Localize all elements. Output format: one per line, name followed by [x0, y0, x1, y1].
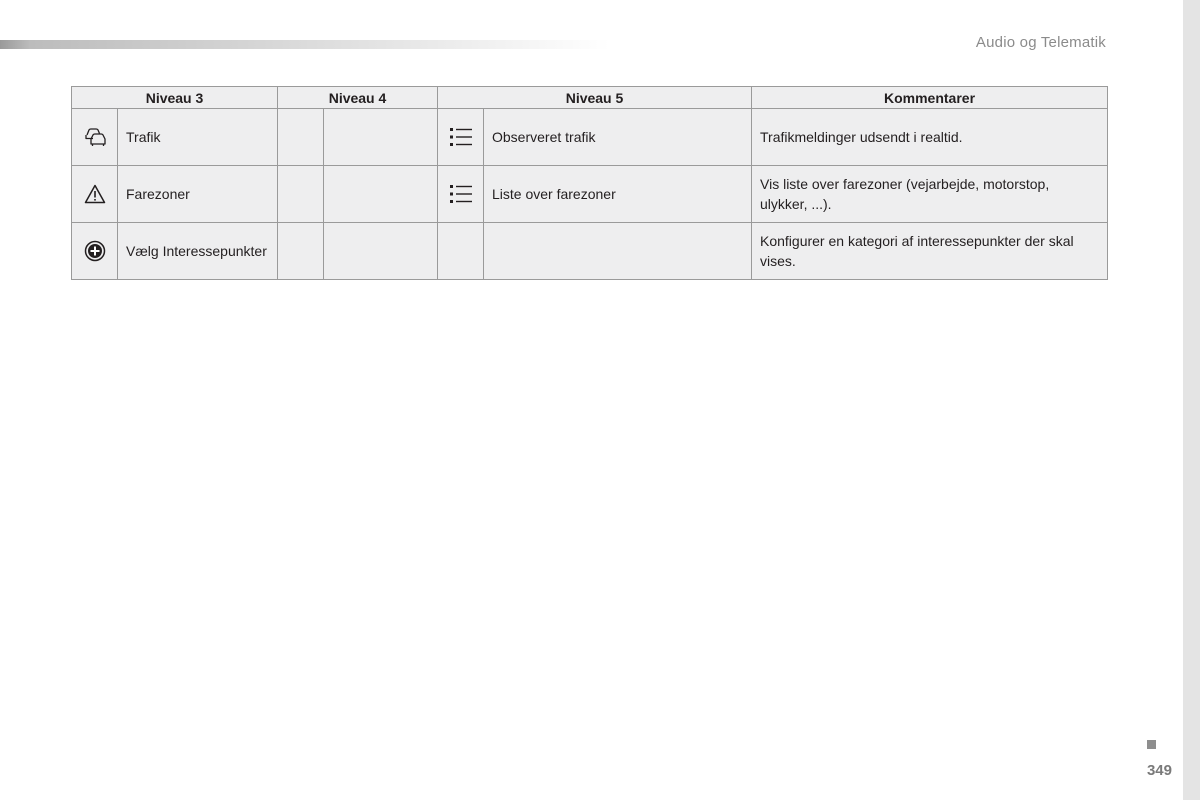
page-number: 349 [1146, 762, 1172, 779]
header-niveau-3: Niveau 3 [72, 87, 278, 109]
table-row [72, 166, 1108, 223]
page-edge-strip [1183, 0, 1200, 800]
level3-icon-cell [72, 223, 118, 280]
section-title: Audio og Telematik [975, 34, 1106, 51]
level5-icon-cell [438, 109, 484, 166]
comment-cell: Vis liste over farezoner (vejarbejde, motorstop, ulykker, ...). [752, 166, 1108, 223]
level5-label: Observeret trafik [484, 109, 752, 166]
level3-label: Trafik [118, 109, 278, 166]
page-marker [1147, 740, 1156, 749]
level3-icon-cell [72, 166, 118, 223]
level3-icon-cell [72, 109, 118, 166]
table-row [72, 109, 1108, 166]
table-row [72, 223, 1108, 280]
list-icon [450, 185, 472, 203]
comment-cell: Konfigurer en kategori af interessepunkter der skal vises. [752, 223, 1108, 280]
level4-label [324, 109, 438, 166]
level3-label: Farezoner [118, 166, 278, 223]
level5-icon-cell [438, 166, 484, 223]
comment-cell: Trafikmeldinger udsendt i realtid. [752, 109, 1108, 166]
header-kommentarer: Kommentarer [752, 87, 1108, 109]
level4-icon-cell [278, 223, 324, 280]
header-gradient-bar [0, 40, 610, 49]
warning-triangle-icon [84, 184, 106, 204]
level3-label: Vælg Interessepunkter [118, 223, 278, 280]
table-header-row [72, 87, 1108, 109]
level5-icon-cell [438, 223, 484, 280]
list-icon [450, 128, 472, 146]
level5-label [484, 223, 752, 280]
level4-icon-cell [278, 166, 324, 223]
header-niveau-4: Niveau 4 [278, 87, 438, 109]
traffic-cars-icon [83, 126, 107, 148]
level4-label [324, 166, 438, 223]
level4-label [324, 223, 438, 280]
header-niveau-5: Niveau 5 [438, 87, 752, 109]
level4-icon-cell [278, 109, 324, 166]
menu-table [71, 86, 1108, 280]
add-circle-icon [84, 240, 106, 262]
level5-label: Liste over farezoner [484, 166, 752, 223]
